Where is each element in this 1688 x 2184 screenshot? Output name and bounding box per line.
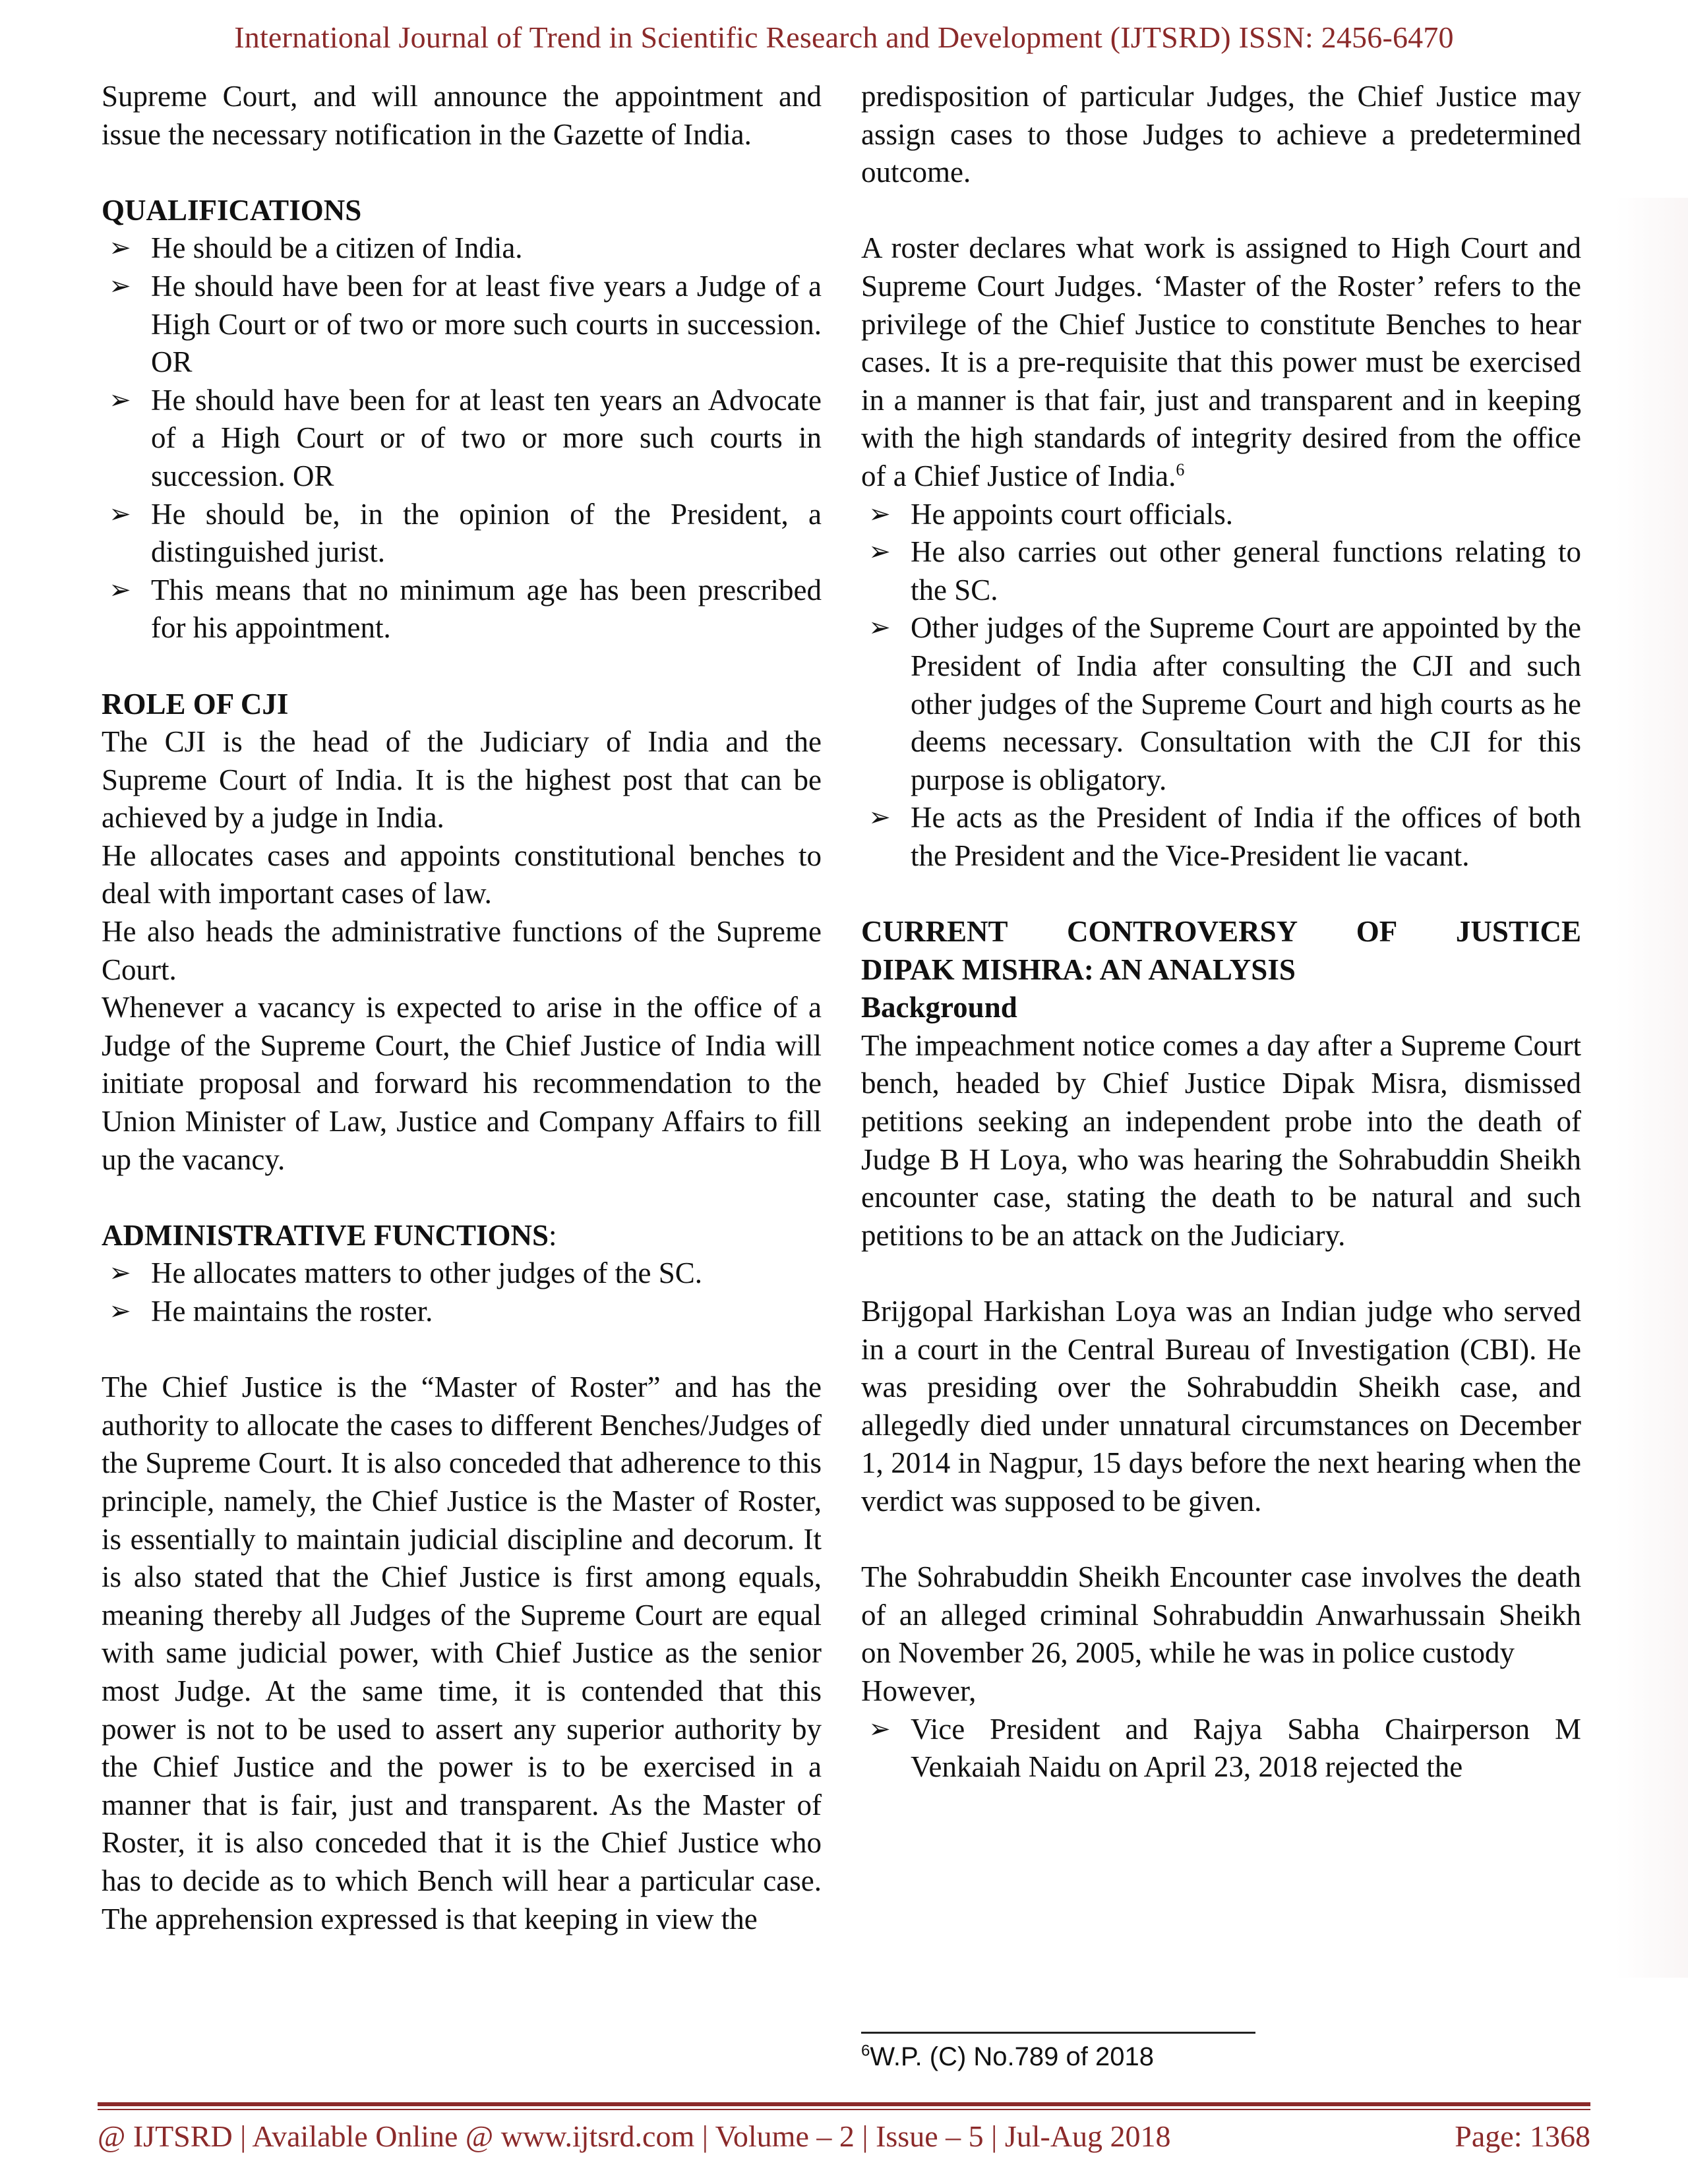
footnote-text: W.P. (C) No.789 of 2018 <box>870 2042 1154 2071</box>
journal-header: International Journal of Trend in Scientific Research and Development (IJTSRD) ISSN: 2456-6470 <box>234 20 1454 54</box>
arrowhead-bullet-icon: ➢ <box>109 270 131 301</box>
arrowhead-bullet-icon: ➢ <box>868 498 891 529</box>
functions-list <box>861 496 1581 875</box>
list-item: ➢ He appoints court officials. <box>861 496 1581 534</box>
role-paragraph: He also heads the administrative functions of the Supreme Court. <box>102 915 822 986</box>
list-item: ➢ He acts as the President of India if the offices of both the President and the Vice-President lie vacant. <box>861 799 1581 875</box>
admin-functions-list <box>102 1254 822 1330</box>
role-heading: ROLE OF CJI <box>102 687 289 721</box>
left-column <box>102 78 822 1938</box>
watermark-band <box>1615 198 1688 1978</box>
role-paragraph: Whenever a vacancy is expected to arise in the office of a Judge of the Supreme Court, the Chief Justice of India will initiate proposal and forward his recommendation to the Union Minister of Law, Justice and Company Affairs to fill up the vacancy. <box>102 991 822 1176</box>
arrowhead-bullet-icon: ➢ <box>109 1296 131 1326</box>
background-paragraph: The impeachment notice comes a day after a Supreme Court bench, headed by Chief Justice Dipak Misra, dismissed petitions seeking an independent probe into the death of Judge B H Loya, who was hearing the Sohrabuddin Sheikh encounter case, stating the death to be natural and such petitions to be an attack on the Judiciary. <box>861 1028 1581 1252</box>
footnote-ref: 6 <box>1176 459 1185 479</box>
footer-divider <box>98 2102 1590 2106</box>
page-number: Page: 1368 <box>1455 2119 1590 2153</box>
list-item: ➢ He allocates matters to other judges of the SC. <box>102 1254 822 1293</box>
qualifications-heading: QUALIFICATIONS <box>102 193 362 227</box>
arrowhead-bullet-icon: ➢ <box>109 574 131 605</box>
intro-paragraph: Supreme Court, and will announce the appointment and issue the necessary notification in the Gazette of India. <box>102 80 822 151</box>
list-item: ➢ He should be a citizen of India. <box>102 229 822 268</box>
footer-divider-thin <box>98 2109 1590 2110</box>
loya-paragraph: Brijgopal Harkishan Loya was an Indian judge who served in a court in the Central Bureau of Investigation (CBI). He was presiding over the Sohrabuddin Sheikh case, and allegedly died under unnatural circumstances on December 1, 2014 in Nagpur, 15 days before the next hearing when the verdict was supposed to be given. <box>861 1295 1581 1518</box>
encounter-paragraph: The Sohrabuddin Sheikh Encounter case involves the death of an alleged criminal Sohrabuddin Anwarhussain Sheikh on November 26, 2005, while he was in police custody <box>861 1560 1581 1670</box>
controversy-heading-line2: DIPAK MISHRA: AN ANALYSIS <box>861 953 1296 986</box>
arrowhead-bullet-icon: ➢ <box>868 537 891 568</box>
controversy-heading-line1: CURRENT CONTROVERSY OF JUSTICE <box>861 915 1581 949</box>
continuation-paragraph: predisposition of particular Judges, the Chief Justice may assign cases to those Judges to achieve a predetermined outcome. <box>861 80 1581 189</box>
footer-citation: @ IJTSRD | Available Online @ www.ijtsrd.com | Volume – 2 | Issue – 5 | Jul-Aug 2018 <box>98 2119 1171 2153</box>
arrowhead-bullet-icon: ➢ <box>868 802 891 833</box>
list-item: ➢ Other judges of the Supreme Court are appointed by the President of India after consulting the CJI and such other judges of the Supreme Court and high courts as he deems necessary. Consultation with the CJI for this purpose is obligatory. <box>861 609 1581 799</box>
right-column <box>861 78 1581 1786</box>
arrowhead-bullet-icon: ➢ <box>868 612 891 643</box>
list-item: ➢ He should be, in the opinion of the President, a distinguished jurist. <box>102 496 822 572</box>
footnote-number: 6 <box>861 2042 870 2060</box>
arrowhead-bullet-icon: ➢ <box>109 384 131 415</box>
list-item: ➢ He should have been for at least ten years an Advocate of a High Court or of two or more such courts in succession. OR <box>102 382 822 496</box>
arrowhead-bullet-icon: ➢ <box>109 1258 131 1289</box>
footnote-divider <box>861 2032 1255 2034</box>
footnote <box>861 2042 1154 2072</box>
list-item: ➢ This means that no minimum age has been prescribed for his appointment. <box>102 572 822 647</box>
qualifications-list <box>102 229 822 647</box>
roster-paragraph: A roster declares what work is assigned to High Court and Supreme Court Judges. ‘Master of the Roster’ refers to the privilege of the Chief Justice to constitute Benches to hear cases. It is a pre-requisite that this power must be exercised in a manner is that fair, just and transparent and in keeping with the high standards of integrity desired from the office of a Chief Justice of India.$^6$ <box>861 231 1581 492</box>
list-item: ➢ Vice President and Rajya Sabha Chairperson M Venkaiah Naidu on April 23, 2018 rejected the <box>861 1711 1581 1786</box>
master-of-roster-paragraph: The Chief Justice is the “Master of Roster” and has the authority to allocate the cases to different Benches/Judges of the Supreme Court. It is also conceded that adherence to this principle, namely, the Chief Justice is the Master of Roster, is essentially to maintain judicial discipline and decorum. It is also stated that the Chief Justice is first among equals, meaning thereby all Judges of the Supreme Court are equal with same judicial power, with Chief Justice as the senior most Judge. At the same time, it is contended that this power is not to be used to assert any superior authority by the Chief Justice and the power is to be exercised in a manner that is fair, just and transparent. As the Master of Roster, it is also conceded that it is the Chief Justice who has to decide as to which Bench will hear a particular case. The apprehension expressed is that keeping in view the <box>102 1371 822 1935</box>
final-list <box>861 1711 1581 1786</box>
admin-functions-heading: ADMINISTRATIVE FUNCTIONS: <box>102 1218 557 1252</box>
arrowhead-bullet-icon: ➢ <box>868 1713 891 1744</box>
role-paragraph: He allocates cases and appoints constitutional benches to deal with important cases of law. <box>102 839 822 910</box>
background-heading: Background <box>861 991 1017 1024</box>
list-item: ➢ He maintains the roster. <box>102 1293 822 1331</box>
however-text: However, <box>861 1674 977 1707</box>
list-item: ➢ He should have been for at least five years a Judge of a High Court or of two or more such courts in succession. OR <box>102 268 822 382</box>
arrowhead-bullet-icon: ➢ <box>109 233 131 264</box>
list-item: ➢ He also carries out other general functions relating to the SC. <box>861 533 1581 609</box>
role-paragraph: The CJI is the head of the Judiciary of India and the Supreme Court of India. It is the highest post that can be achieved by a judge in India. <box>102 725 822 835</box>
arrowhead-bullet-icon: ➢ <box>109 498 131 529</box>
